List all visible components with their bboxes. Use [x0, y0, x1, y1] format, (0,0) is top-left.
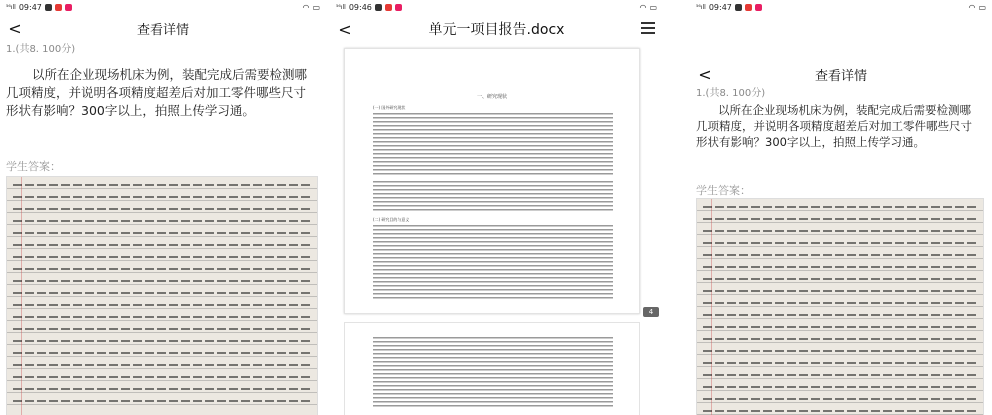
left-panel — [0, 0, 326, 415]
doc-subheading: (一) 国外研究现状 — [373, 105, 406, 110]
battery-icon: ▭ — [649, 2, 657, 12]
doc-title-bar — [330, 16, 663, 42]
answer-photo[interactable] — [6, 176, 318, 415]
signal-icon: ⁵⁶ıll — [696, 3, 706, 11]
app-notification-icon — [395, 4, 402, 11]
back-button[interactable]: < — [338, 19, 352, 39]
question-text: 以所在企业现场机床为例，装配完成后需要检测哪几项精度，并说明各项精度超差后对加工零件哪些尺寸形状有影响？300字以上，拍照上传学习通。 — [6, 67, 308, 118]
menu-icon[interactable] — [641, 22, 655, 34]
battery-icon: ▭ — [312, 2, 320, 12]
app-notification-icon — [755, 4, 762, 11]
nav-bar — [0, 16, 326, 40]
back-button[interactable]: < — [8, 18, 22, 38]
doc-paragraph — [373, 181, 613, 213]
doc-paragraph — [373, 337, 613, 409]
doc-heading: 一、研究现状 — [476, 94, 507, 100]
wifi-icon: ◠ — [639, 2, 647, 12]
page-number: 4 — [643, 307, 659, 317]
back-button[interactable]: < — [698, 64, 712, 84]
status-time: 09:46 — [348, 2, 372, 12]
doc-paragraph — [373, 113, 613, 177]
wifi-icon: ◠ — [968, 2, 976, 12]
document-page[interactable] — [344, 48, 640, 314]
page-title: 查看详情 — [136, 22, 189, 38]
wifi-icon: ◠ — [302, 2, 310, 12]
notification-icon — [45, 4, 52, 11]
status-bar — [696, 0, 986, 14]
document-panel — [330, 0, 663, 415]
app-notification-icon — [65, 4, 72, 11]
status-bar — [336, 0, 657, 14]
doc-paragraph — [373, 225, 613, 301]
app-notification-icon — [55, 4, 62, 11]
answer-label: 学生答案： — [6, 160, 61, 173]
status-bar — [6, 0, 320, 14]
nav-bar — [690, 62, 992, 86]
document-title: 单元一项目报告.docx — [428, 22, 565, 38]
page-title: 查看详情 — [814, 68, 867, 84]
signal-icon: ⁵⁶ıll — [6, 3, 16, 11]
notification-icon — [735, 4, 742, 11]
doc-subheading: (二) 研究目的与意义 — [373, 217, 410, 222]
app-notification-icon — [745, 4, 752, 11]
question-score: 1.(共8. 100分) — [696, 88, 766, 99]
question-text: 以所在企业现场机床为例，装配完成后需要检测哪几项精度，并说明各项精度超差后对加工零件哪些尺寸形状有影响？300字以上，拍照上传学习通。 — [696, 103, 972, 149]
answer-photo[interactable] — [696, 198, 984, 415]
status-time: 09:47 — [708, 2, 732, 12]
battery-icon: ▭ — [978, 2, 986, 12]
answer-label: 学生答案： — [696, 184, 751, 197]
right-panel — [690, 0, 992, 415]
app-notification-icon — [385, 4, 392, 11]
notification-icon — [375, 4, 382, 11]
document-page[interactable] — [344, 322, 640, 415]
status-time: 09:47 — [18, 2, 42, 12]
signal-icon: ⁵⁶ıll — [336, 3, 346, 11]
question-score: 1.(共8. 100分) — [6, 44, 76, 55]
